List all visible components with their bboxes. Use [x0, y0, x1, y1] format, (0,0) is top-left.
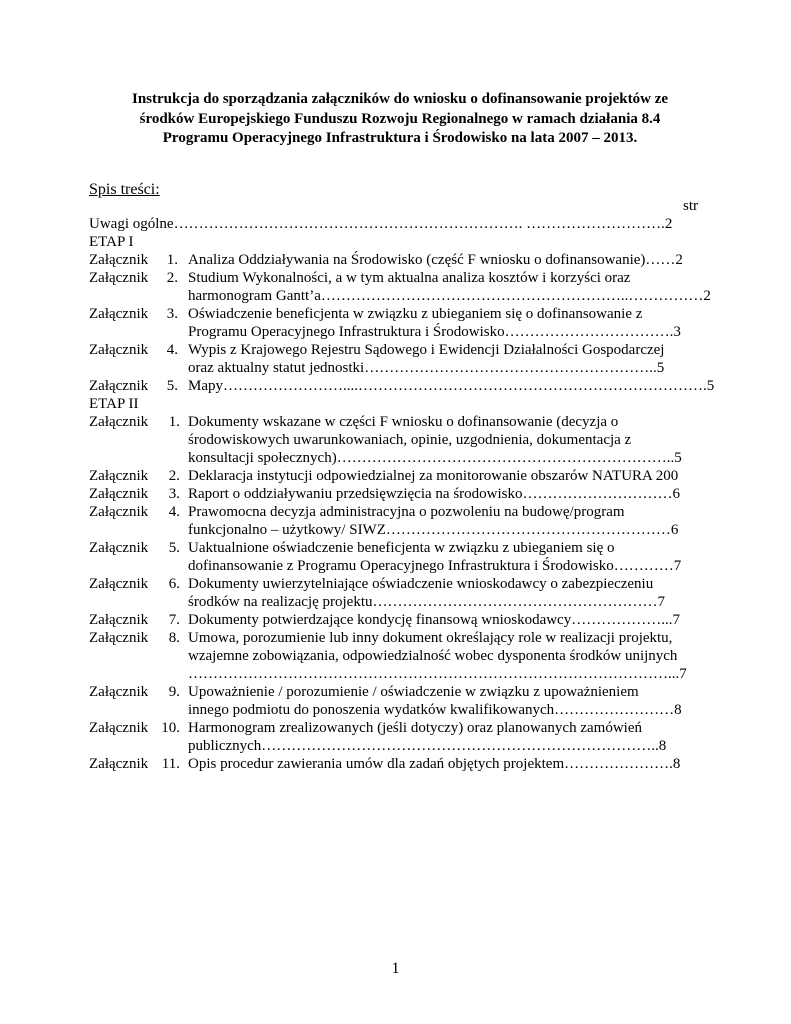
- toc-entry-text: Wypis z Krajowego Rejestru Sądowego i Ewidencji Działalności Gospodarczej: [188, 342, 665, 358]
- toc-entry-text: Dokumenty potwierdzające kondycję finansową wnioskodawcy………………...7: [188, 612, 680, 628]
- attachment-label: Załącznik: [89, 414, 149, 430]
- stage-2-list: [89, 413, 699, 773]
- attachment-label: Załącznik: [89, 306, 149, 322]
- toc-entry: [89, 575, 699, 611]
- attachment-number: 5.: [168, 540, 180, 556]
- attachment-number: 1.: [168, 414, 180, 430]
- attachment-number: 1.: [166, 252, 178, 268]
- toc-entry: [89, 503, 699, 539]
- attachment-label: Załącznik: [89, 630, 149, 646]
- toc-entry-text: harmonogram Gantt’a……………………………………………………..……………2: [188, 288, 711, 304]
- toc-entry-text: Programu Operacyjnego Infrastruktura i Środowisko…………………………….3: [188, 324, 681, 340]
- toc-entry-text: wzajemne zobowiązania, odpowiedzialność wobec dysponenta środków unijnych: [188, 648, 678, 664]
- toc-entry: [89, 539, 699, 575]
- toc-entry-text: Deklaracja instytucji odpowiedzialnej za monitorowanie obszarów NATURA 200: [188, 468, 679, 484]
- table-of-contents: [89, 215, 715, 773]
- toc-entry: [89, 377, 715, 395]
- stage-1-heading: ETAP I: [89, 234, 134, 250]
- toc-entry: [89, 485, 699, 503]
- attachment-label: Załącznik: [89, 252, 149, 268]
- toc-general-entry: Uwagi ogólne……………………………………………………………. ……………………….2: [89, 216, 673, 232]
- toc-entry: [89, 755, 699, 773]
- attachment-number: 7.: [168, 612, 180, 628]
- attachment-label: Załącznik: [89, 468, 149, 484]
- attachment-number: 9.: [168, 684, 180, 700]
- attachment-number: 10.: [161, 720, 180, 736]
- toc-entry-text: Opis procedur zawierania umów dla zadań objętych projektem………………….8: [188, 756, 681, 772]
- attachment-number: 3.: [168, 486, 180, 502]
- title-line-3: Programu Operacyjnego Infrastruktura i Środowisko na lata 2007 – 2013.: [162, 130, 638, 146]
- attachment-label: Załącznik: [89, 720, 149, 736]
- page-column-label: str: [683, 198, 698, 214]
- toc-entry: [89, 305, 699, 341]
- attachment-label: Załącznik: [89, 612, 149, 628]
- attachment-number: 11.: [161, 756, 180, 772]
- attachment-number: 4.: [166, 342, 178, 358]
- toc-entry: [89, 269, 711, 305]
- toc-entry-text: dofinansowanie z Programu Operacyjnego Infrastruktura i Środowisko…………7: [188, 558, 682, 574]
- page-number: 1: [391, 960, 400, 977]
- toc-entry: [89, 341, 699, 377]
- toc-entry: [89, 719, 699, 755]
- toc-entry-text: publicznych……………………………………………………………………..8: [188, 738, 667, 754]
- toc-entry-text: Umowa, porozumienie lub inny dokument określający role w realizacji projektu,: [188, 630, 673, 646]
- toc-entry: [89, 683, 699, 719]
- toc-entry-text: Raport o oddziaływaniu przedsięwzięcia na środowisko…………………………6: [188, 486, 680, 502]
- attachment-label: Załącznik: [89, 540, 149, 556]
- stage-1-list: [89, 251, 715, 395]
- toc-entry-text: Analiza Oddziaływania na Środowisko (część F wniosku o dofinansowanie)……2: [188, 252, 683, 268]
- toc-entry-text: Oświadczenie beneficjenta w związku z ubieganiem się o dofinansowanie z: [188, 306, 643, 322]
- toc-entry-text: funkcjonalno – użytkowy/ SIWZ…………………………………………………6: [188, 522, 679, 538]
- toc-entry-text: środowiskowych uwarunkowaniach, opinie, uzgodnienia, dokumentacja z: [188, 432, 632, 448]
- toc-entry: [89, 611, 699, 629]
- toc-entry-text: innego podmiotu do ponoszenia wydatków kwalifikowanych……………………8: [188, 702, 682, 718]
- attachment-label: Załącznik: [89, 486, 149, 502]
- toc-entry: [89, 251, 699, 269]
- attachment-number: 2.: [166, 270, 178, 286]
- toc-entry-text: środków na realizację projektu…………………………………………………7: [188, 594, 666, 610]
- attachment-label: Załącznik: [89, 378, 149, 394]
- attachment-label: Załącznik: [89, 270, 149, 286]
- toc-entry-text: ……………………………………………………………………………………...7: [188, 666, 687, 682]
- attachment-number: 6.: [168, 576, 180, 592]
- stage-2-heading: ETAP II: [89, 396, 139, 412]
- title-line-2: środków Europejskiego Funduszu Rozwoju Regionalnego w ramach działania 8.4: [139, 110, 661, 127]
- attachment-number: 5.: [166, 378, 178, 394]
- toc-entry-text: Prawomocna decyzja administracyjna o pozwoleniu na budowę/program: [188, 504, 625, 520]
- attachment-label: Załącznik: [89, 504, 149, 520]
- toc-heading: Spis treści:: [89, 181, 160, 198]
- title-line-1: Instrukcja do sporządzania załączników do wniosku o dofinansowanie projektów ze: [131, 91, 669, 107]
- toc-entry: [89, 467, 699, 485]
- toc-entry-text: Dokumenty wskazane w części F wniosku o dofinansowanie (decyzja o: [188, 414, 619, 430]
- attachment-number: 4.: [168, 504, 180, 520]
- attachment-number: 3.: [166, 306, 178, 322]
- attachment-number: 2.: [168, 468, 180, 484]
- attachment-label: Załącznik: [89, 342, 149, 358]
- toc-entry-text: konsultacji społecznych)…………………………………………………………..5: [188, 450, 682, 466]
- toc-entry-text: oraz aktualny statut jednostki…………………………………………………..5: [188, 360, 665, 376]
- toc-entry-text: Studium Wykonalności, a w tym aktualna analiza kosztów i korzyści oraz: [188, 270, 631, 286]
- toc-entry: [89, 413, 699, 467]
- toc-entry-text: Harmonogram zrealizowanych (jeśli dotyczy) oraz planowanych zamówień: [188, 720, 642, 736]
- attachment-label: Załącznik: [89, 576, 149, 592]
- attachment-number: 8.: [168, 630, 180, 646]
- toc-entry-text: Uaktualnione oświadczenie beneficjenta w związku z ubieganiem się o: [188, 540, 615, 556]
- attachment-label: Załącznik: [89, 756, 149, 772]
- toc-entry: [89, 629, 699, 683]
- toc-entry-text: Upoważnienie / porozumienie / oświadczenie w związku z upoważnieniem: [188, 684, 639, 700]
- toc-entry-text: Dokumenty uwierzytelniające oświadczenie wnioskodawcy o zabezpieczeniu: [188, 576, 654, 592]
- document-title: [95, 90, 705, 149]
- toc-entry-text: Mapy……………………....…………………………………………………………….5: [188, 378, 715, 394]
- attachment-label: Załącznik: [89, 684, 149, 700]
